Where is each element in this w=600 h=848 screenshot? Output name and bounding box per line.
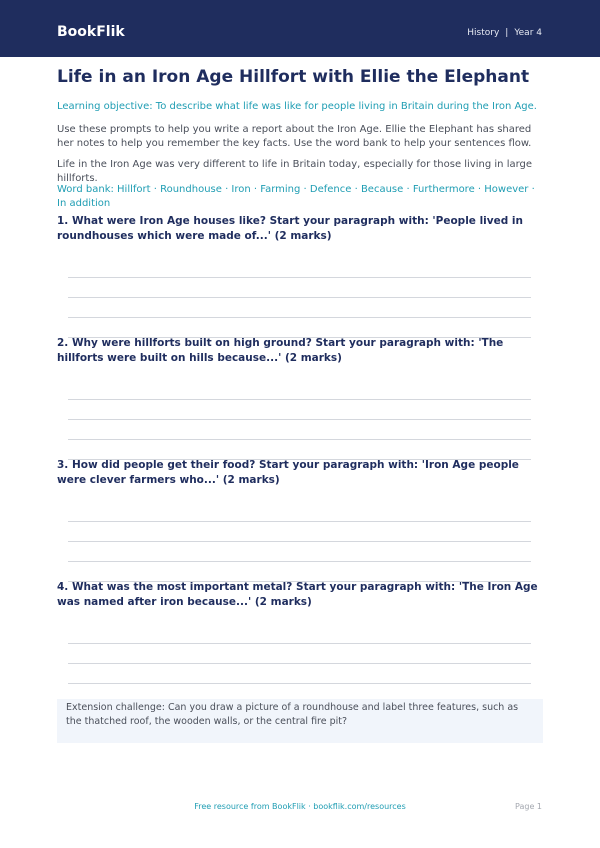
learning-objective: Learning objective: To describe what life was like for people living in Britain during the Iron Age. (57, 101, 537, 112)
breadcrumb (467, 27, 542, 39)
answer-line[interactable] (68, 439, 531, 440)
question-4: 4. What was the most important metal? Start your paragraph with: 'The Iron Age was named after iron because...' (2 marks) (57, 581, 538, 608)
answer-line[interactable] (68, 663, 531, 664)
answer-line[interactable] (68, 419, 531, 420)
answer-line[interactable] (68, 643, 531, 644)
answer-line[interactable] (68, 399, 531, 400)
question-1: 1. What were Iron Age houses like? Start your paragraph with: 'People lived in roundhouses which were made of...' (2 marks) (57, 215, 523, 242)
extension-challenge-box (57, 699, 543, 743)
answer-line[interactable] (68, 541, 531, 542)
breadcrumb-separator: | (505, 28, 509, 38)
answer-line[interactable] (68, 297, 531, 298)
question-2: 2. Why were hillforts built on high ground? Start your paragraph with: 'The hillforts were built on hills because...' (2 marks) (57, 337, 504, 364)
question-3: 3. How did people get their food? Start your paragraph with: 'Iron Age people were clever farmers who...' (2 marks) (57, 459, 519, 486)
intro-paragraph: Use these prompts to help you write a report about the Iron Age. Ellie the Elephant has shared her notes to help you remember the key facts. Use the word bank to help your sentences flow. (57, 124, 532, 149)
subject-label: History (467, 28, 500, 38)
page-footer (0, 801, 600, 815)
page-title: Life in an Iron Age Hillfort with Ellie the Elephant (57, 67, 530, 87)
page-number: Page 1 (515, 802, 542, 811)
context-paragraph: Life in the Iron Age was very different to life in Britain today, especially for those living in large hillforts. (57, 159, 533, 184)
extension-challenge-text: Extension challenge: Can you draw a picture of a roundhouse and label three features, such as the thatched roof, the wooden walls, or the central fire pit? (66, 702, 519, 727)
year-label: Year 4 (514, 28, 542, 38)
footer-link[interactable]: Free resource from BookFlik · bookflik.com/resources (194, 802, 406, 811)
answer-line[interactable] (68, 521, 531, 522)
brand-logo-text: BookFlik (57, 24, 125, 40)
page-header (0, 0, 600, 57)
answer-line[interactable] (68, 561, 531, 562)
word-bank: Word bank: Hillfort · Roundhouse · Iron · Farming · Defence · Because · Furthermore · However · In addition (57, 184, 535, 209)
answer-line[interactable] (68, 277, 531, 278)
answer-line[interactable] (68, 683, 531, 684)
answer-line[interactable] (68, 317, 531, 318)
